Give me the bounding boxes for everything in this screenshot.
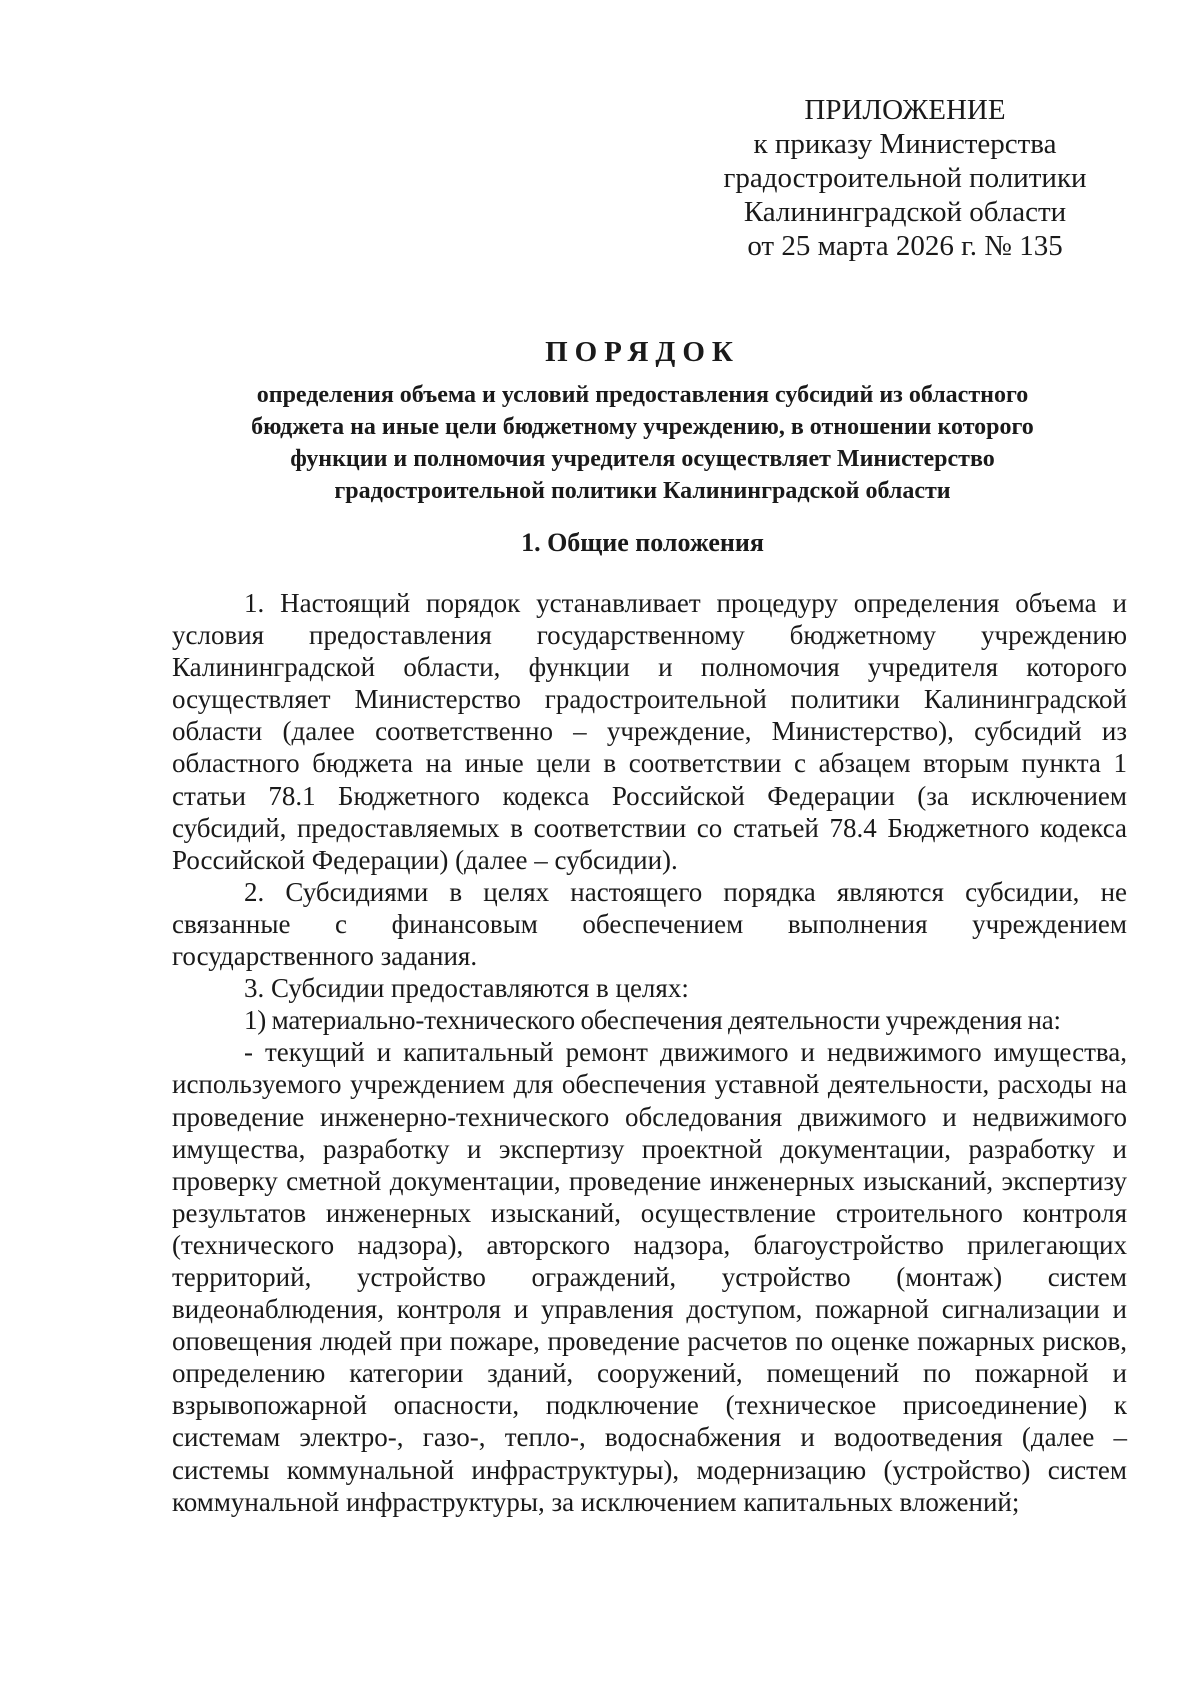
paragraph-3-item-1-sub: - текущий и капитальный ремонт движимого и недвижимого имущества, используемого учреждением для обеспечения уставной деятельности, расходы на проведение инженерно-технического обследования движимого и недвижимого имущества, разработку и экспертизу проектной документации, разработку и проверку сметной документации, проведение инженерных изысканий, экспертизу результатов инженерных изысканий, осуществление строительного контроля (технического надзора), авторского надзора, благоустройство прилегающих территорий, устройство ограждений, устройство (монтаж) систем видеонаблюдения, контроля и управления доступом, пожарной сигнализации и оповещения людей при пожаре, проведение расчетов по оценке пожарных рисков, определению категории зданий, сооружений, помещений по пожарной и взрывопожарной опасности, подключение (техническое присоединение) к системам электро-, газо-, тепло-, водоснабжения и водоотведения (далее – системы коммунальной инфраструктуры), модернизацию (устройство) систем коммунальной инфраструктуры, за исключением капитальных вложений; [172,1037,1127,1517]
title-main: ПОРЯДОК [545,336,740,368]
document-title [150,332,1135,507]
paragraph-3: 3. Субсидии предоставляются в целях: [244,973,689,1004]
paragraph-1: 1. Настоящий порядок устанавливает процедуру определения объема и условия предоставления государственному бюджетному учреждению Калининградской области, функции и полномочия учредителя которого осуществляет Министерство градостроительной политики Калининградской области (далее соответственно – учреждение, Министерство), субсидий из областного бюджета на иные цели в соответствии с абзацем вторым пункта 1 статьи 78.1 Бюджетного кодекса Российской Федерации (за исключением субсидий, предоставляемых в соответствии со статьей 78.4 Бюджетного кодекса Российской Федерации) (далее – субсидии). [172,588,1127,875]
paragraph-3-item-1: 1) материально-технического обеспечения деятельности учреждения на: [244,1005,1061,1036]
title-subtitle-line: функции и полномочия учредителя осуществляет Министерство [290,446,995,472]
title-subtitle-line: определения объема и условий предоставления субсидий из областного [256,382,1029,408]
appendix-date-number: от 25 марта 2026 г. № 135 [747,230,1063,262]
appendix-header [700,93,1110,263]
appendix-label: ПРИЛОЖЕНИЕ [804,94,1006,126]
title-subtitle [150,379,1135,507]
title-subtitle-line: градостроительной политики Калининградской области [334,478,951,504]
appendix-order-ref: к приказу Министерства [753,128,1057,160]
section-heading: 1. Общие положения [521,528,764,557]
document-body [172,587,1127,1518]
title-subtitle-line: бюджета на иные цели бюджетному учреждению, в отношении которого [251,414,1034,440]
paragraph-2: 2. Субсидиями в целях настоящего порядка являются субсидии, не связанные с финансовым обеспечением выполнения учреждением государственного задания. [172,876,1127,972]
appendix-region: Калининградской области [743,196,1067,228]
appendix-ministry: градостроительной политики [723,162,1087,194]
